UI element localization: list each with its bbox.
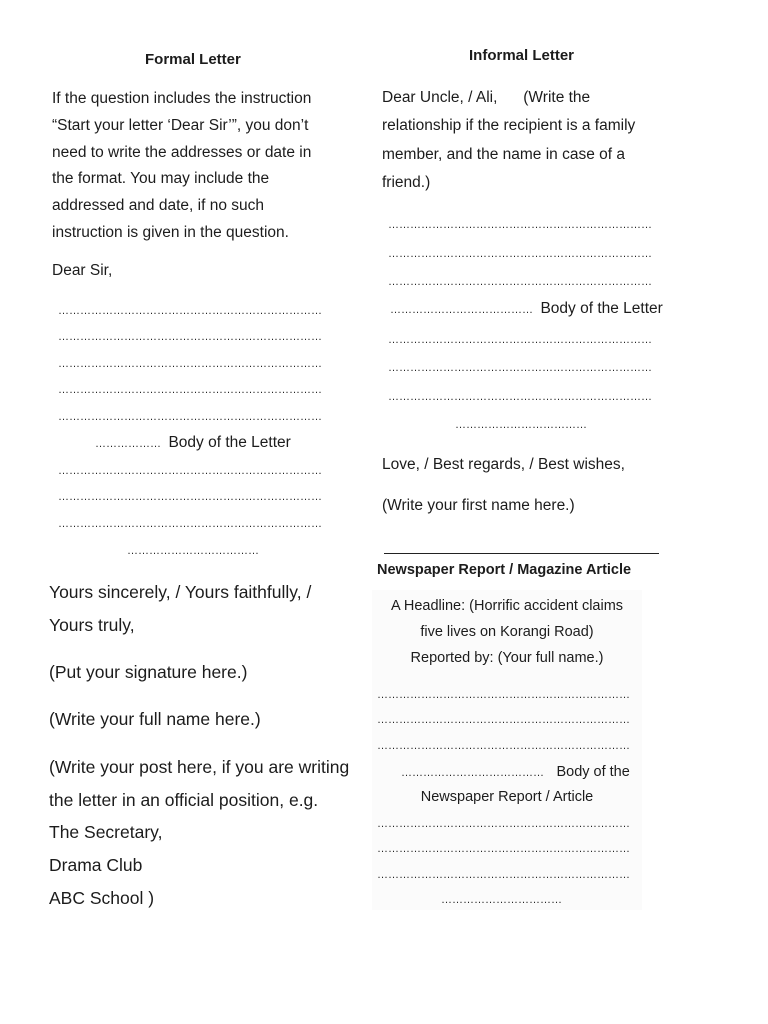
dotted-line: ……………………………………………………………… [388, 362, 652, 374]
instruction-line: the format. You may include the [52, 170, 270, 187]
intro-line: member, and the name in case of a [382, 146, 625, 163]
dotted-line: …………………………………………………………… [377, 843, 630, 855]
section-divider [384, 553, 659, 554]
dotted-line: ……………………………………………………………… [58, 305, 322, 317]
headline-line: five lives on Korangi Road) [420, 624, 594, 640]
dotted-line: ……………………………………………………………… [58, 465, 322, 477]
dotted-line: …………………………………………………………… [377, 714, 630, 726]
dotted-line: ……………………………………………………………… [58, 491, 322, 503]
news-heading: Newspaper Report / Magazine Article [377, 562, 632, 578]
dotted-line: …………………………………………………………… [377, 818, 630, 830]
instruction-line: addressed and date, if no such [52, 197, 264, 214]
dotted-line: ……………………………………………………………… [388, 248, 652, 260]
formal-body-label-line [95, 434, 291, 452]
informal-closing: Love, / Best regards, / Best wishes, [382, 456, 625, 473]
instruction-line: instruction is given in the question. [52, 224, 289, 241]
dotted-line: ……………………………………………………………… [388, 276, 652, 288]
news-body-label-line [401, 763, 630, 781]
reported-by: Reported by: (Your full name.) [410, 650, 604, 666]
dotted-line: …………………………………………………………… [377, 869, 630, 881]
instruction-line: If the question includes the instruction [52, 90, 312, 107]
informal-body-label: Body of the Letter [540, 300, 663, 317]
news-body-label: Newspaper Report / Article [420, 789, 594, 805]
intro-line: friend.) [382, 174, 431, 191]
intro-line: relationship if the recipient is a family [382, 117, 636, 134]
dotted-line: ……………… [95, 438, 161, 450]
post-line: ABC School ) [49, 888, 155, 908]
formal-signature: (Put your signature here.) [49, 662, 248, 682]
closing-line: Yours truly, [49, 615, 135, 635]
dotted-line: ………………………………… [401, 767, 544, 779]
formal-full-name: (Write your full name here.) [49, 709, 261, 729]
dotted-line: ……………………………………………………………… [388, 219, 652, 231]
dotted-line: ……………………………………………………………… [388, 391, 652, 403]
closing-line: Yours sincerely, / Yours faithfully, / [49, 582, 312, 602]
dotted-line: ……………………………………………………………… [58, 518, 322, 530]
formal-letter-heading: Formal Letter [145, 51, 241, 68]
dotted-line: …………………………………………………………… [377, 740, 630, 752]
dotted-line: …………………………… [441, 894, 562, 906]
news-body-label: Body of the [556, 764, 630, 780]
intro-line: Dear Uncle, / Ali, (Write the [382, 89, 591, 106]
formal-salutation: Dear Sir, [52, 262, 113, 279]
dotted-line: ……………………………………………………………… [58, 331, 322, 343]
post-line: Drama Club [49, 855, 143, 875]
dotted-line: ……………………………… [455, 419, 587, 431]
dotted-line: …………………………………………………………… [377, 689, 630, 701]
informal-first-name: (Write your first name here.) [382, 497, 575, 514]
dotted-line: ………………………………… [390, 304, 533, 316]
dotted-line: ……………………………………………………………… [388, 334, 652, 346]
post-line: (Write your post here, if you are writing [49, 757, 350, 777]
post-line: the letter in an official position, e.g. [49, 790, 319, 810]
dotted-line: ……………………………… [127, 545, 259, 557]
informal-letter-heading: Informal Letter [469, 47, 575, 64]
dotted-line: ……………………………………………………………… [58, 384, 322, 396]
dotted-line: ……………………………………………………………… [58, 358, 322, 370]
dotted-line: ……………………………………………………………… [58, 411, 322, 423]
headline-line: A Headline: (Horrific accident claims [390, 598, 624, 614]
instruction-line: need to write the addresses or date in [52, 144, 312, 161]
informal-body-label-line [390, 300, 663, 318]
instruction-line: “Start your letter ‘Dear Sir’”, you don’t [52, 117, 309, 134]
formal-body-label: Body of the Letter [168, 434, 291, 451]
post-line: The Secretary, [49, 822, 163, 842]
